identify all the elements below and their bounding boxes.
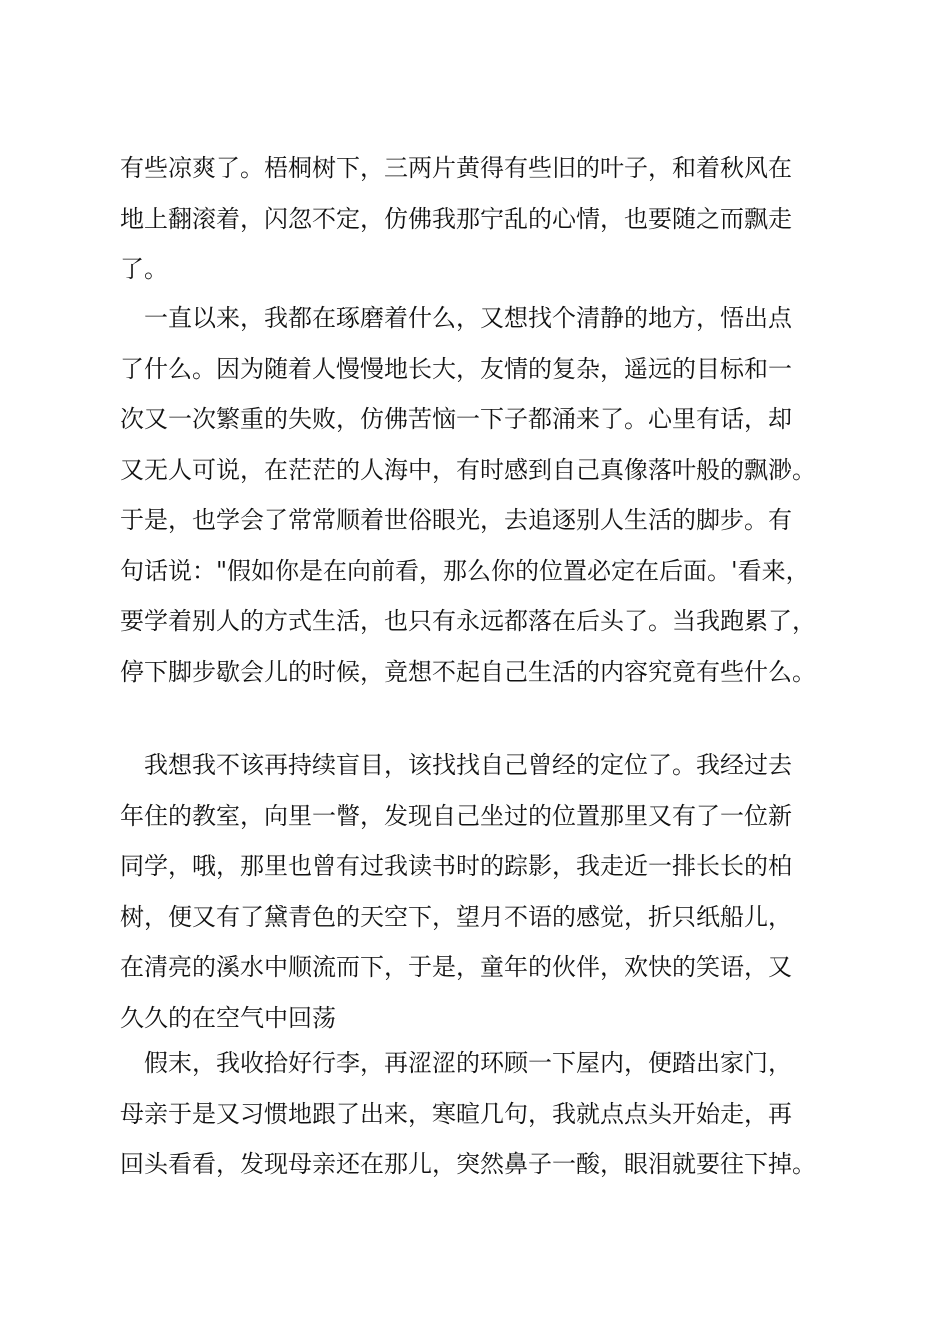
paragraph-line: 有些凉爽了。梧桐树下，三两片黄得有些旧的叶子，和着秋风在 bbox=[120, 154, 792, 182]
paragraph-line: 了。 bbox=[120, 255, 168, 283]
paragraph-2 bbox=[120, 293, 855, 697]
paragraph-line: 停下脚步歇会儿的时候，竟想不起自己生活的内容究竟有些什么。 bbox=[120, 657, 816, 686]
paragraph-line: 次又一次繁重的失败，仿佛苦恼一下子都涌来了。心里有话，却 bbox=[120, 405, 792, 433]
paragraph-line: 树，便又有了黛青色的天空下，望月不语的感觉，折只纸船儿， bbox=[120, 902, 792, 931]
paragraph-line: 同学，哦，那里也曾有过我读书时的踪影，我走近一排长长的柏 bbox=[120, 852, 792, 880]
paragraph-line: 在清亮的溪水中顺流而下，于是，童年的伙伴，欢快的笑语，又 bbox=[120, 953, 792, 981]
paragraph-line: 回头看看，发现母亲还在那儿，突然鼻子一酸，眼泪就要往下掉。 bbox=[120, 1150, 816, 1178]
paragraph-line: 我想我不该再持续盲目，该找找自己曾经的定位了。我经过去 bbox=[144, 751, 792, 779]
paragraph-line: 句话说："假如你是在向前看，那么你的位置必定在后面。'看来， bbox=[120, 556, 810, 585]
paragraph-1 bbox=[120, 143, 855, 295]
paragraph-4 bbox=[120, 1038, 855, 1190]
paragraph-line: 假末，我收拾好行李，再涩涩的环顾一下屋内，便踏出家门， bbox=[144, 1049, 792, 1077]
paragraph-line: 了什么。因为随着人慢慢地长大，友情的复杂，遥远的目标和一 bbox=[120, 354, 792, 383]
paragraph-line: 年住的教室，向里一瞥，发现自己坐过的位置那里又有了一位新 bbox=[120, 801, 792, 830]
paragraph-line: 久久的在空气中回荡 bbox=[120, 1003, 336, 1032]
paragraph-line: 母亲于是又习惯地跟了出来，寒暄几句，我就点点头开始走，再 bbox=[120, 1099, 792, 1128]
paragraph-line: 地上翻滚着，闪忽不定，仿佛我那宁乱的心情，也要随之而飘走 bbox=[120, 204, 792, 233]
paragraph-line: 又无人可说，在茫茫的人海中，有时感到自己真像落叶般的飘渺。 bbox=[120, 455, 816, 484]
paragraph-line: 于是，也学会了常常顺着世俗眼光，去追逐别人生活的脚步。有 bbox=[120, 506, 792, 534]
paragraph-line: 一直以来，我都在琢磨着什么，又想找个清静的地方，悟出点 bbox=[144, 304, 792, 332]
paragraph-line: 要学着别人的方式生活，也只有永远都落在后头了。当我跑累了， bbox=[120, 607, 816, 635]
paragraph-3 bbox=[120, 740, 855, 1043]
